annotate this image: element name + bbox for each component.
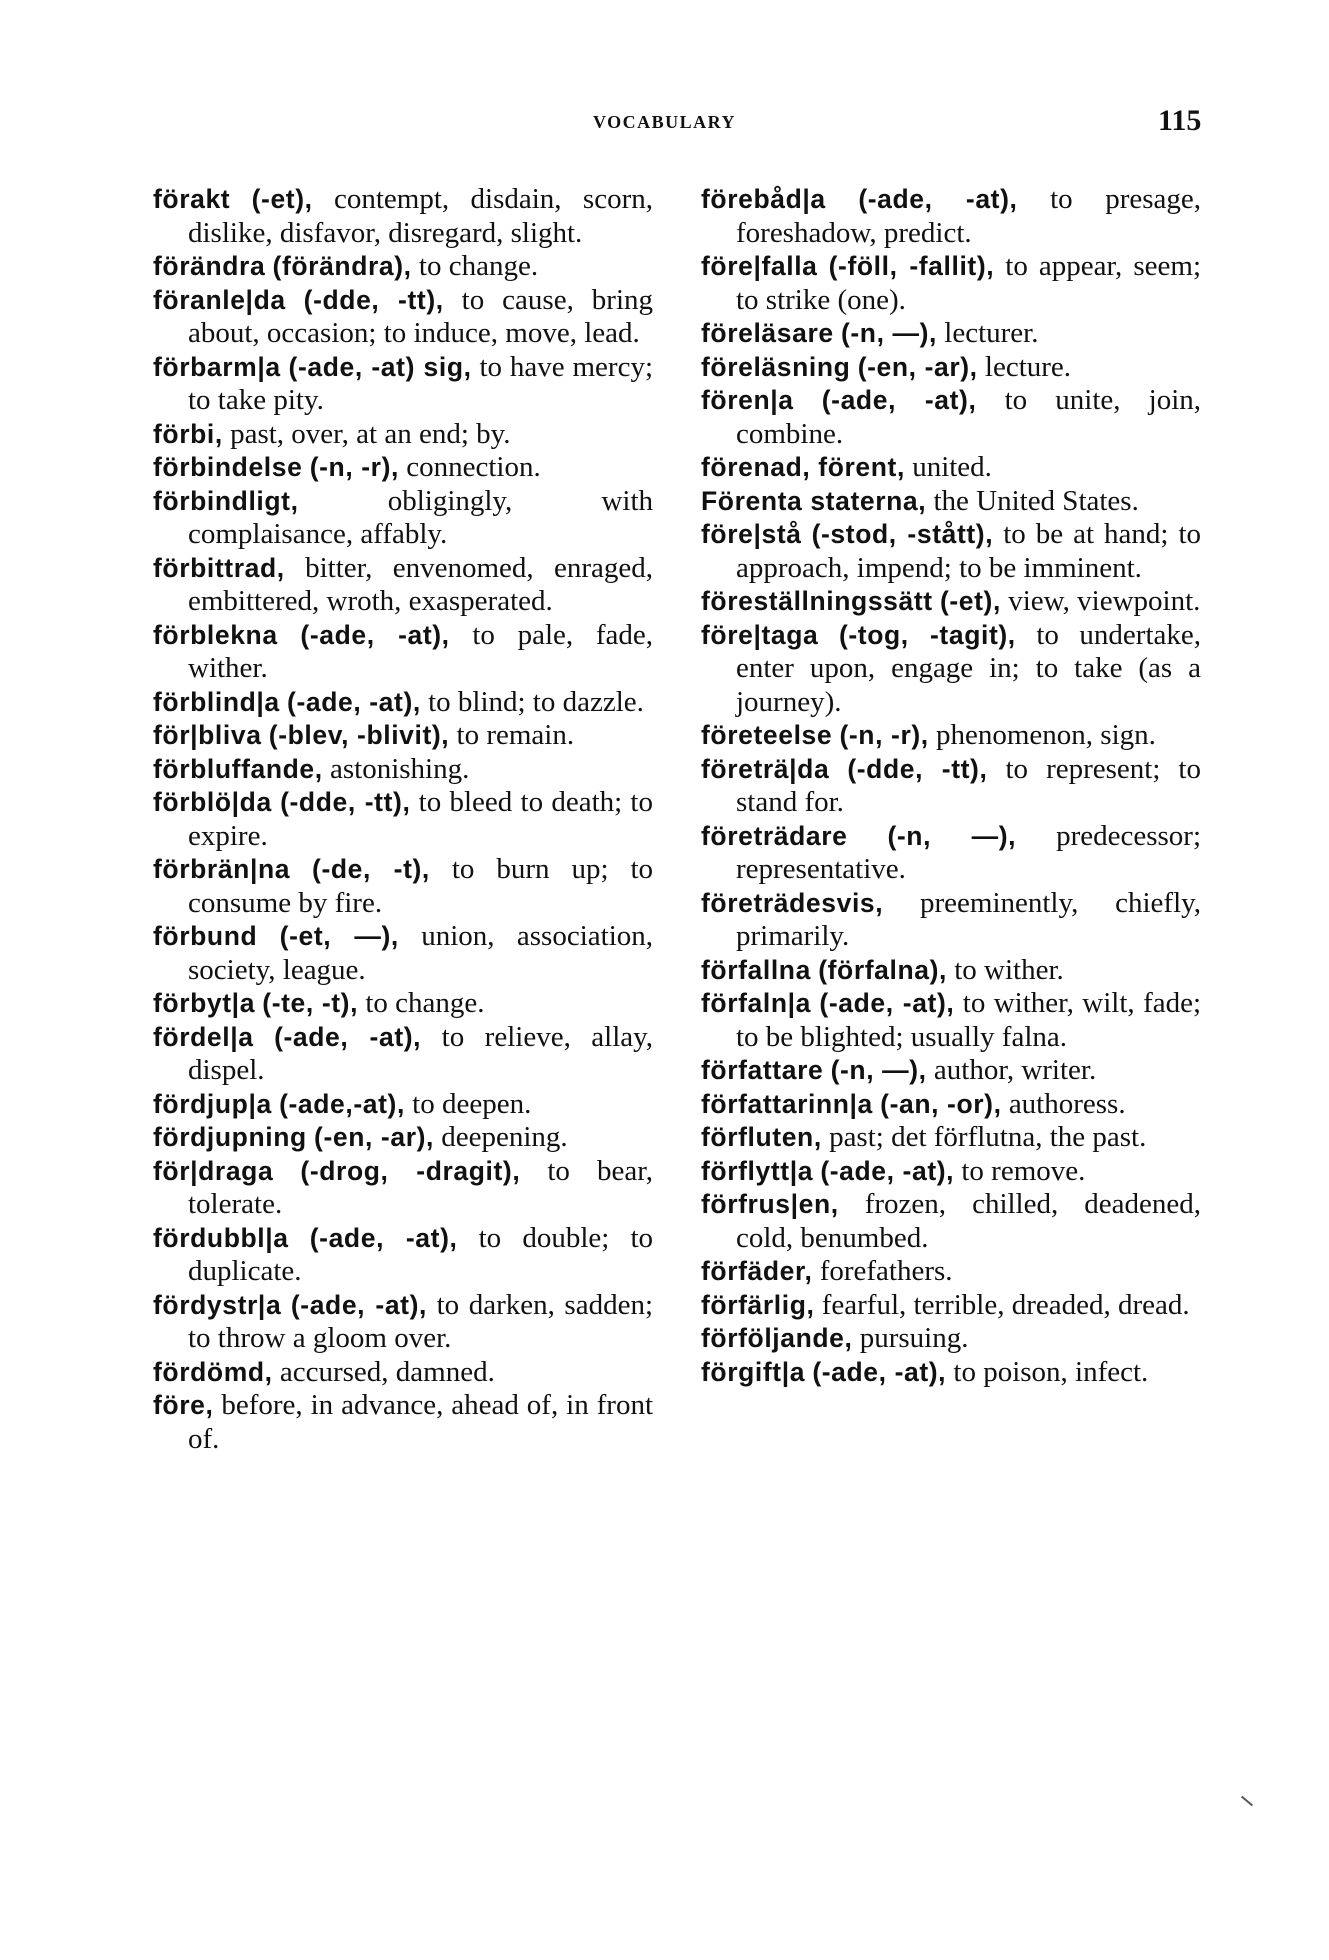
dictionary-entry <box>701 1322 1201 1356</box>
entry-headword: fördubbl|a <box>153 1222 289 1253</box>
entry-definition: contempt, disdain, scorn, dislike, disfavor, disregard, slight. <box>188 183 653 249</box>
dictionary-entry <box>701 1289 1201 1323</box>
dictionary-entry <box>153 183 653 250</box>
entry-inflection: (-te, -t), <box>262 988 359 1018</box>
entry-definition: past, over, at an end; by. <box>230 417 511 450</box>
dictionary-entry <box>153 1121 653 1155</box>
entry-inflection: (-dde, -tt), <box>847 753 988 784</box>
dictionary-entry <box>153 485 653 552</box>
entry-inflection: (-n, -r), <box>309 452 399 482</box>
dictionary-entry <box>701 183 1201 250</box>
entry-definition: union, association, society, league. <box>188 920 654 986</box>
entry-inflection: (-ade, -at), <box>858 184 1018 214</box>
entry-definition: past; det förflutna, the past. <box>829 1121 1147 1153</box>
entry-inflection: (-de, -t), <box>312 854 430 884</box>
dictionary-entry <box>701 1255 1201 1289</box>
dictionary-entry <box>153 853 653 920</box>
entry-definition: lecturer. <box>944 317 1039 349</box>
entry-headword: fördjup|a <box>153 1088 272 1119</box>
entry-inflection: (-ade, -at), <box>820 1155 955 1186</box>
entry-definition: to burn up; to consume by fire. <box>188 853 654 919</box>
entry-headword: föranle|da <box>153 284 286 315</box>
entry-headword: förfluten, <box>701 1122 822 1152</box>
entry-definition: united. <box>912 451 992 483</box>
stray-mark <box>1241 1796 1253 1807</box>
dictionary-entry <box>153 552 653 619</box>
entry-headword: före, <box>153 1390 214 1420</box>
entry-definition: frozen, chilled, deadened, cold, benumbed. <box>736 1188 1201 1254</box>
dictionary-entry <box>153 719 653 753</box>
entry-headword: fördel|a <box>153 1021 254 1052</box>
dictionary-entry <box>701 585 1201 619</box>
dictionary-entry <box>701 1088 1201 1122</box>
entry-inflection: (-ade, -at), <box>821 385 977 415</box>
entry-headword: förakt <box>153 184 231 214</box>
dictionary-entry <box>153 1021 653 1088</box>
entry-headword: företrädare <box>701 820 848 851</box>
dictionary-entry <box>153 451 653 485</box>
dictionary-entry <box>701 619 1201 720</box>
entry-headword: förgift|a <box>701 1356 806 1387</box>
entry-definition: to darken, sadden; to throw a gloom over. <box>188 1288 654 1354</box>
dictionary-entry <box>153 250 653 284</box>
entry-definition: bitter, envenomed, enraged, embittered, wroth, exasperated. <box>188 551 653 617</box>
entry-definition: lecture. <box>984 350 1072 383</box>
dictionary-entry <box>153 284 653 351</box>
dictionary-entry <box>153 786 653 853</box>
entry-inflection: (-ade, -at), <box>819 988 955 1018</box>
entry-headword: författarinn|a <box>701 1088 873 1119</box>
left-column <box>153 183 653 1456</box>
entry-headword: förbyt|a <box>153 988 256 1018</box>
entry-headword: fördömd, <box>153 1356 273 1387</box>
entry-definition: to cause, bring about, occasion; to induce, move, lead. <box>188 283 653 349</box>
dictionary-entry <box>153 619 653 686</box>
entry-definition: accursed, damned. <box>279 1355 495 1388</box>
entry-inflection: (-et), <box>251 184 313 214</box>
entry-inflection: (förfalna), <box>818 954 947 985</box>
dictionary-entry <box>153 1155 653 1222</box>
entry-headword: förändra <box>153 251 266 281</box>
entry-inflection: (-drog, -dragit), <box>300 1155 521 1186</box>
entry-headword: förfärlig, <box>701 1289 815 1320</box>
entry-inflection: (-n, —), <box>830 1055 927 1085</box>
entry-inflection: (-stod, -stått), <box>811 519 994 549</box>
dictionary-entry <box>153 753 653 787</box>
entry-headword: företrädesvis, <box>701 887 884 918</box>
right-column <box>701 183 1201 1389</box>
dictionary-entry <box>153 1088 653 1122</box>
entry-definition: author, writer. <box>933 1054 1097 1086</box>
entry-definition: fearful, terrible, dreaded, dread. <box>821 1288 1190 1321</box>
entry-definition: authoress. <box>1008 1087 1126 1120</box>
entry-inflection: (-an, -or), <box>880 1088 1002 1119</box>
dictionary-entry <box>701 1054 1201 1088</box>
entry-definition: to be at hand; to approach, impend; to be imminent. <box>736 518 1202 584</box>
dictionary-entry <box>701 351 1201 385</box>
entry-definition: pursuing. <box>859 1322 969 1354</box>
entry-inflection: (-en, -ar), <box>857 351 978 382</box>
entry-inflection: (-blev, -blivit), <box>268 720 450 750</box>
dictionary-entry <box>701 719 1201 753</box>
dictionary-entry <box>701 820 1201 887</box>
entry-inflection: (-n, —), <box>887 820 1017 851</box>
entry-headword: före|stå <box>701 519 802 549</box>
page-number: 115 <box>1158 104 1202 137</box>
entry-inflection: (-ade, -at), <box>309 1222 458 1253</box>
entry-inflection: (-dde, -tt), <box>303 284 444 315</box>
entry-headword: för|bliva <box>153 720 262 750</box>
entry-inflection: (-en, -ar), <box>314 1122 434 1152</box>
entry-headword: förfallna <box>701 954 811 985</box>
entry-inflection: (-ade,-at), <box>279 1088 405 1119</box>
dictionary-entry <box>701 1188 1201 1255</box>
entry-definition: connection. <box>406 451 541 483</box>
dictionary-entry <box>701 317 1201 351</box>
entry-definition: the United States. <box>933 484 1139 517</box>
entry-definition: forefathers. <box>819 1255 953 1287</box>
dictionary-entry <box>153 1222 653 1289</box>
entry-definition: preeminently, chiefly, primarily. <box>736 886 1202 952</box>
entry-definition: to remain. <box>456 719 575 751</box>
dictionary-entry <box>701 250 1201 317</box>
entry-definition: to undertake, enter upon, engage in; to take (as a journey). <box>736 618 1202 718</box>
entry-definition: deepening. <box>441 1121 568 1153</box>
entry-definition: predecessor; representative. <box>736 819 1202 885</box>
entry-definition: to appear, seem; to strike (one). <box>736 250 1202 316</box>
entry-definition: to relieve, allay, dispel. <box>188 1020 654 1086</box>
entry-definition: to bear, tolerate. <box>188 1154 653 1220</box>
entry-headword: fördjupning <box>153 1122 307 1152</box>
entry-headword: författare <box>701 1055 824 1085</box>
entry-definition: astonishing. <box>329 752 470 785</box>
entry-definition: to represent; to stand for. <box>736 752 1201 818</box>
entry-headword: föreställningssätt <box>701 586 933 616</box>
entry-definition: obligingly, with complaisance, affably. <box>188 484 653 550</box>
entry-inflection: (-n, -r), <box>839 720 929 750</box>
dictionary-entry <box>701 451 1201 485</box>
entry-headword: före|falla <box>701 251 818 281</box>
running-header: VOCABULARY <box>592 112 736 132</box>
entry-definition: to poison, infect. <box>953 1355 1149 1388</box>
entry-headword: förebåd|a <box>701 184 826 214</box>
dictionary-entry <box>701 485 1201 519</box>
entry-headword: förbindelse <box>153 452 303 482</box>
entry-definition: to unite, join, combine. <box>736 384 1202 450</box>
entry-inflection: (-et, —), <box>279 921 399 951</box>
dictionary-entry <box>701 753 1201 820</box>
entry-definition: before, in advance, ahead of, in front of. <box>188 1389 653 1455</box>
entry-inflection: (-ade, -at), <box>300 619 450 650</box>
entry-headword: företrä|da <box>701 753 830 784</box>
dictionary-entry <box>153 418 653 452</box>
entry-headword: föreläsning <box>701 351 851 382</box>
entry-definition: to have mercy; to take pity. <box>188 350 654 416</box>
entry-inflection: (förändra), <box>272 251 412 281</box>
entry-definition: to change. <box>418 250 539 282</box>
dictionary-entry <box>701 384 1201 451</box>
dictionary-entry <box>701 1121 1201 1155</box>
entry-inflection: (-ade, -at) sig, <box>288 351 472 382</box>
entry-inflection: (-ade, -at), <box>812 1356 947 1387</box>
entry-headword: förfaln|a <box>701 988 811 1018</box>
dictionary-entry <box>153 987 653 1021</box>
entry-inflection: (-n, —), <box>840 318 938 348</box>
entry-headword: förblind|a <box>153 686 280 717</box>
entry-headword: förflytt|a <box>701 1155 814 1186</box>
entry-headword: fördystr|a <box>153 1289 282 1320</box>
entry-headword: förbi, <box>153 418 223 449</box>
entry-inflection: (-dde, -tt), <box>280 787 411 817</box>
entry-headword: föreläsare <box>701 318 834 348</box>
entry-definition: to bleed to death; to expire. <box>188 786 653 852</box>
entry-inflection: (-ade, -at), <box>274 1021 422 1052</box>
entry-inflection: (-ade, -at), <box>287 686 421 717</box>
entry-headword: företeelse <box>701 720 833 750</box>
entry-definition: to deepen. <box>412 1087 532 1120</box>
entry-inflection: (-et), <box>939 586 1001 616</box>
entry-headword: Förenta staterna, <box>701 485 927 516</box>
dictionary-entry <box>701 1356 1201 1390</box>
entry-definition: to presage, foreshadow, predict. <box>736 183 1202 249</box>
dictionary-entry <box>701 887 1201 954</box>
entry-definition: to double; to duplicate. <box>188 1221 654 1287</box>
dictionary-entry <box>701 954 1201 988</box>
dictionary-entry <box>153 1356 653 1390</box>
entry-inflection: (-tog, -tagit), <box>838 619 1016 650</box>
entry-headword: före|taga <box>701 619 819 650</box>
entry-headword: förbittrad, <box>153 552 285 583</box>
entry-headword: för|draga <box>153 1155 274 1186</box>
entry-inflection: (-ade, -at), <box>290 1289 427 1320</box>
entry-headword: förbrän|na <box>153 854 291 884</box>
entry-headword: förenad, förent, <box>701 452 905 482</box>
dictionary-entry <box>701 987 1201 1054</box>
entry-definition: to remove. <box>961 1154 1086 1187</box>
entry-headword: förblö|da <box>153 787 272 817</box>
entry-definition: phenomenon, sign. <box>936 719 1156 751</box>
entry-headword: förbund <box>153 921 258 951</box>
entry-inflection: (-föll, -fallit), <box>828 251 995 281</box>
entry-definition: to pale, fade, wither. <box>188 618 654 684</box>
dictionary-entry <box>153 1289 653 1356</box>
dictionary-entry <box>153 920 653 987</box>
entry-headword: förföljande, <box>701 1323 853 1353</box>
dictionary-entry <box>153 686 653 720</box>
dictionary-entry <box>153 1389 653 1456</box>
dictionary-entry <box>701 1155 1201 1189</box>
entry-definition: to wither. <box>954 953 1064 986</box>
entry-headword: fören|a <box>701 385 794 415</box>
entry-headword: förfäder, <box>701 1256 813 1286</box>
entry-headword: förbarm|a <box>153 351 281 382</box>
entry-definition: view, viewpoint. <box>1008 585 1201 617</box>
entry-definition: to change. <box>365 987 485 1019</box>
dictionary-entry <box>153 351 653 418</box>
dictionary-entry <box>701 518 1201 585</box>
entry-headword: förbindligt, <box>153 485 299 516</box>
entry-headword: förfrus|en, <box>701 1189 839 1219</box>
entry-headword: förbluffande, <box>153 753 323 784</box>
entry-headword: förblekna <box>153 619 278 650</box>
entry-definition: to blind; to dazzle. <box>428 685 644 718</box>
entry-definition: to wither, wilt, fade; to be blighted; usually falna. <box>736 987 1202 1053</box>
